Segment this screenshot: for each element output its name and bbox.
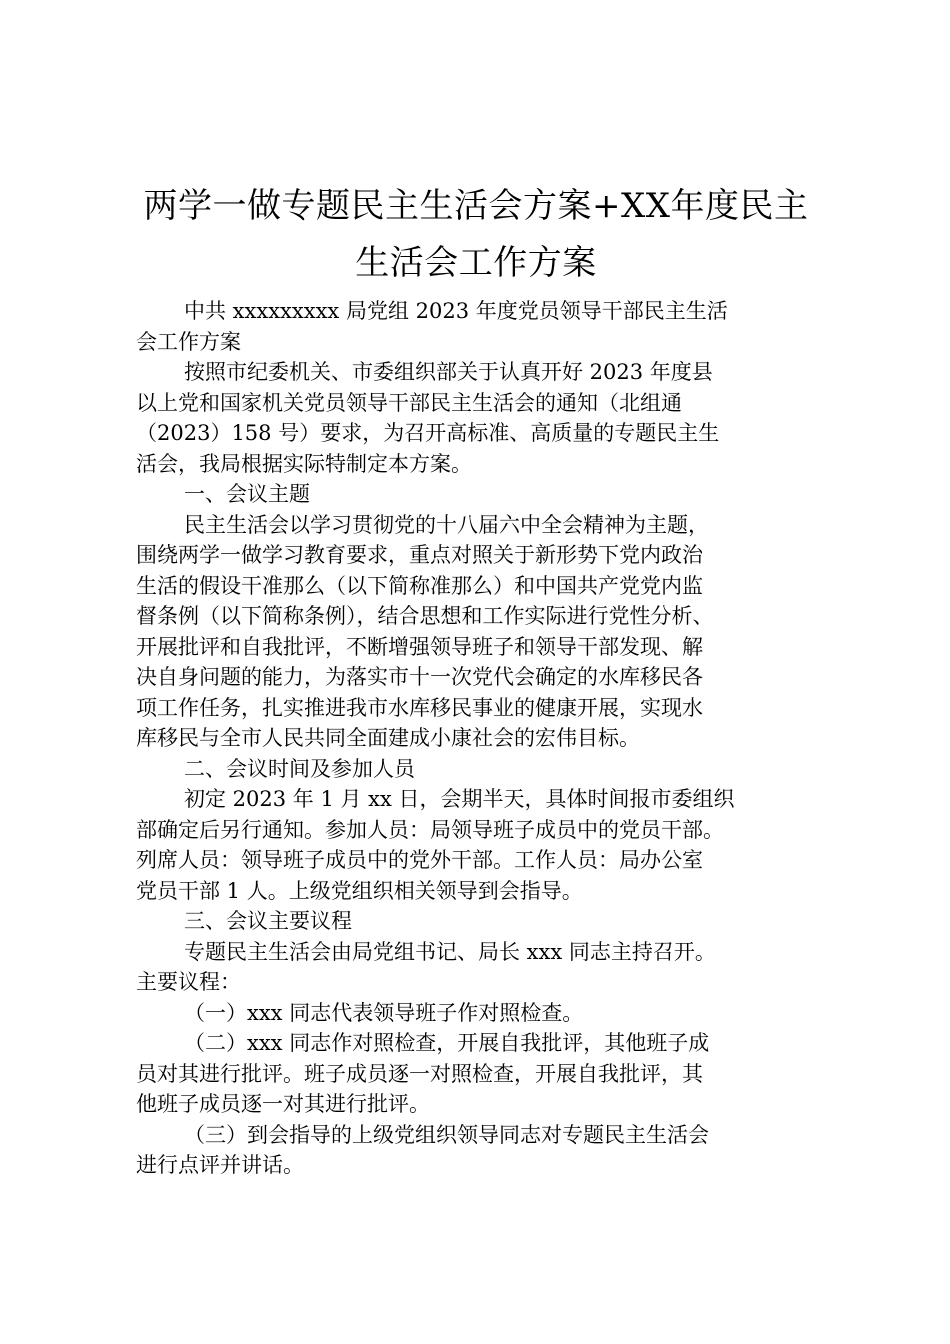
- document-body: [136, 296, 856, 1181]
- body-text-line: 列席人员：领导班子成员中的党外干部。工作人员：局办公室: [136, 848, 703, 872]
- body-text-line: 会工作方案: [136, 329, 241, 354]
- body-text-line: 二、会议时间及参加人员: [184, 756, 415, 781]
- body-text-line: 主要议程：: [136, 970, 241, 994]
- body-text-line: 中共 xxxxxxxxx 局党组 2023 年度党员领导干部民主生活: [184, 299, 728, 323]
- body-text-line: 开展批评和自我批评，不断增强领导班子和领导干部发现、解: [136, 634, 703, 659]
- body-text-line: 决自身问题的能力，为落实市十一次党代会确定的水库移民各: [136, 665, 703, 689]
- body-text-line: 党员干部 1 人。上级党组织相关领导到会指导。: [136, 878, 583, 903]
- body-text-line: 库移民与全市人民共同全面建成小康社会的宏伟目标。: [136, 726, 640, 750]
- body-text-line: 以上党和国家机关党员领导干部民主生活会的通知（北组通: [136, 390, 682, 415]
- body-text-line: 进行点评并讲话。: [136, 1153, 304, 1177]
- title-line-1: 两学一做专题民主生活会方案+XX年度民主: [143, 186, 809, 226]
- body-text-line: 活会，我局根据实际特制定本方案。: [136, 451, 472, 476]
- body-text-line: （2023）158 号）要求，为召开高标准、高质量的专题民主生: [136, 421, 720, 445]
- body-text-line: （一）xxx 同志代表领导班子作对照检查。: [184, 1000, 584, 1025]
- body-text-line: （二）xxx 同志作对照检查，开展自我批评，其他班子成: [184, 1031, 710, 1055]
- body-text-line: 初定 2023 年 1 月 xx 日，会期半天，具体时间报市委组织: [184, 787, 735, 811]
- body-text-line: 专题民主生活会由局党组书记、局长 xxx 同志主持召开。: [184, 939, 716, 964]
- document-title: [120, 178, 832, 292]
- body-text-line: 围绕两学一做学习教育要求，重点对照关于新形势下党内政治: [136, 543, 703, 567]
- body-text-line: 生活的假设干准那么（以下简称准那么）和中国共产党党内监: [136, 573, 703, 598]
- body-text-line: 三、会议主要议程: [184, 909, 352, 933]
- body-text-line: 部确定后另行通知。参加人员：局领导班子成员中的党员干部。: [136, 817, 724, 842]
- body-text-line: 员对其进行批评。班子成员逐一对照检查，开展自我批评，其: [136, 1061, 703, 1086]
- body-text-line: 按照市纪委机关、市委组织部关于认真开好 2023 年度县: [184, 360, 713, 384]
- body-text-line: 一、会议主题: [184, 482, 310, 506]
- body-text-line: （三）到会指导的上级党组织领导同志对专题民主生活会: [184, 1122, 709, 1147]
- body-text-line: 督条例（以下简称条例），结合思想和工作实际进行党性分析、: [136, 604, 714, 628]
- title-line-2: 生活会工作方案: [355, 243, 597, 283]
- body-text-line: 民主生活会以学习贯彻党的十八届六中全会精神为主题，: [184, 512, 709, 537]
- body-text-line: 项工作任务，扎实推进我市水库移民事业的健康开展，实现水: [136, 695, 703, 720]
- body-text-line: 他班子成员逐一对其进行批评。: [136, 1092, 430, 1116]
